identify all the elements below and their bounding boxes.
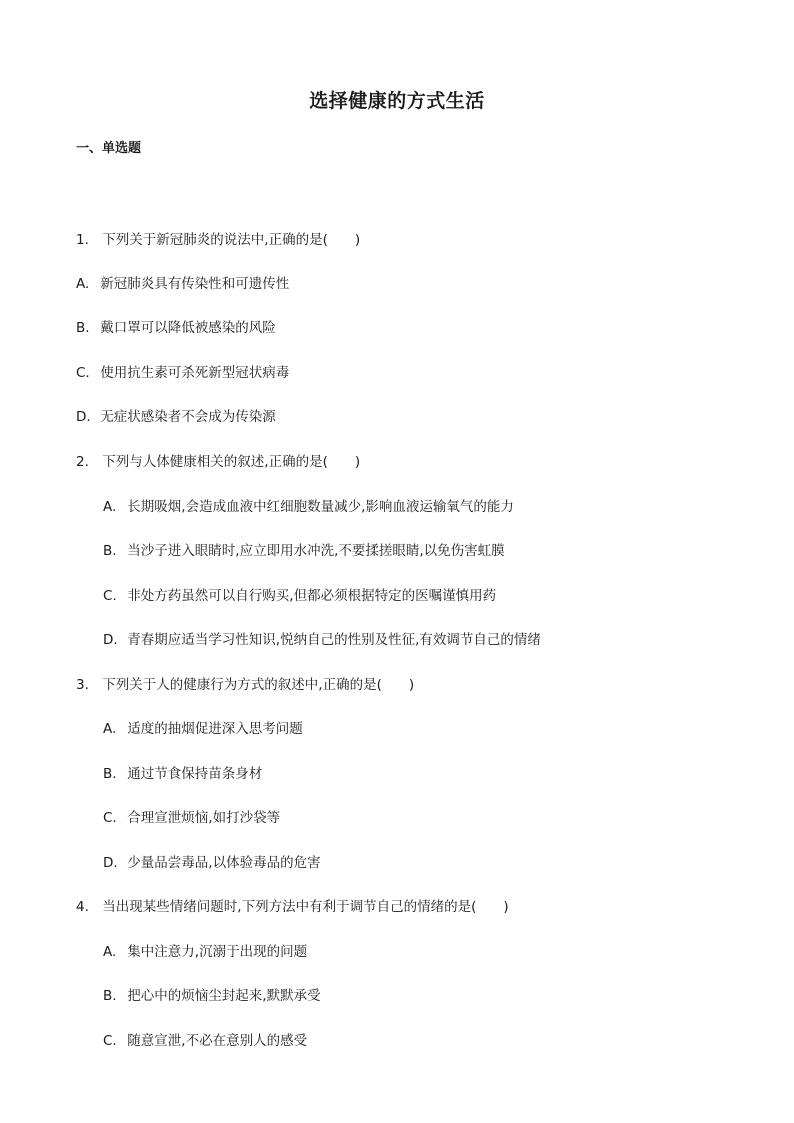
option-letter: D. [76, 409, 91, 425]
question-4-option-c [103, 1029, 307, 1049]
question-3-option-a [103, 717, 303, 737]
option-text: 把心中的烦恼尘封起来,默默承受 [127, 988, 321, 1004]
question-3-option-d [103, 851, 321, 871]
question-text: 当出现某些情绪问题时,下列方法中有利于调节自己的情绪的是( ) [102, 899, 509, 915]
section-heading: 一、单选题 [76, 141, 142, 156]
option-letter: B. [103, 543, 117, 559]
question-number: 2. [76, 454, 89, 470]
question-1-option-c [76, 361, 289, 381]
question-3-option-b [103, 762, 262, 782]
option-text: 使用抗生素可杀死新型冠状病毒 [100, 365, 290, 381]
option-letter: A. [103, 721, 117, 737]
question-4 [76, 895, 509, 915]
option-text: 通过节食保持苗条身材 [127, 766, 263, 782]
option-letter: C. [103, 1033, 117, 1049]
option-text: 集中注意力,沉溺于出现的问题 [127, 944, 308, 960]
option-letter: A. [76, 276, 90, 292]
option-letter: D. [103, 855, 118, 871]
question-3 [76, 673, 414, 693]
question-4-option-b [103, 984, 321, 1004]
question-3-option-c [103, 806, 280, 826]
question-number: 1. [76, 232, 89, 248]
option-letter: D. [103, 632, 118, 648]
option-text: 戴口罩可以降低被感染的风险 [100, 320, 276, 336]
option-text: 青春期应适当学习性知识,悦纳自己的性别及性征,有效调节自己的情绪 [127, 632, 541, 648]
option-letter: C. [103, 588, 117, 604]
question-number: 4. [76, 899, 89, 915]
question-1-option-d [76, 405, 276, 425]
option-text: 新冠肺炎具有传染性和可遗传性 [100, 276, 290, 292]
question-text: 下列关于人的健康行为方式的叙述中,正确的是( ) [102, 677, 415, 693]
option-letter: B. [103, 988, 117, 1004]
question-2 [76, 450, 360, 470]
option-letter: B. [103, 766, 117, 782]
option-text: 非处方药虽然可以自行购买,但都必须根据特定的医嘱谨慎用药 [127, 588, 497, 604]
option-text: 随意宣泄,不必在意别人的感受 [127, 1033, 308, 1049]
question-4-option-a [103, 940, 307, 960]
option-letter: C. [103, 810, 117, 826]
option-text: 当沙子进入眼睛时,应立即用水冲洗,不要揉搓眼睛,以免伤害虹膜 [127, 543, 505, 559]
question-2-option-a [103, 495, 514, 515]
option-letter: C. [76, 365, 90, 381]
question-text: 下列关于新冠肺炎的说法中,正确的是( ) [102, 232, 361, 248]
question-2-option-b [103, 539, 505, 559]
option-text: 无症状感染者不会成为传染源 [100, 409, 276, 425]
option-text: 长期吸烟,会造成血液中红细胞数量减少,影响血液运输氧气的能力 [127, 499, 514, 515]
option-letter: A. [103, 499, 117, 515]
option-text: 少量品尝毒品,以体验毒品的危害 [127, 855, 321, 871]
document-title: 选择健康的方式生活 [309, 90, 485, 112]
question-2-option-d [103, 628, 541, 648]
option-text: 合理宣泄烦恼,如打沙袋等 [127, 810, 281, 826]
question-1 [76, 228, 360, 248]
question-2-option-c [103, 584, 496, 604]
option-text: 适度的抽烟促进深入思考问题 [127, 721, 303, 737]
option-letter: B. [76, 320, 90, 336]
option-letter: A. [103, 944, 117, 960]
question-text: 下列与人体健康相关的叙述,正确的是( ) [102, 454, 361, 470]
question-1-option-b [76, 316, 276, 336]
question-number: 3. [76, 677, 89, 693]
question-1-option-a [76, 272, 289, 292]
